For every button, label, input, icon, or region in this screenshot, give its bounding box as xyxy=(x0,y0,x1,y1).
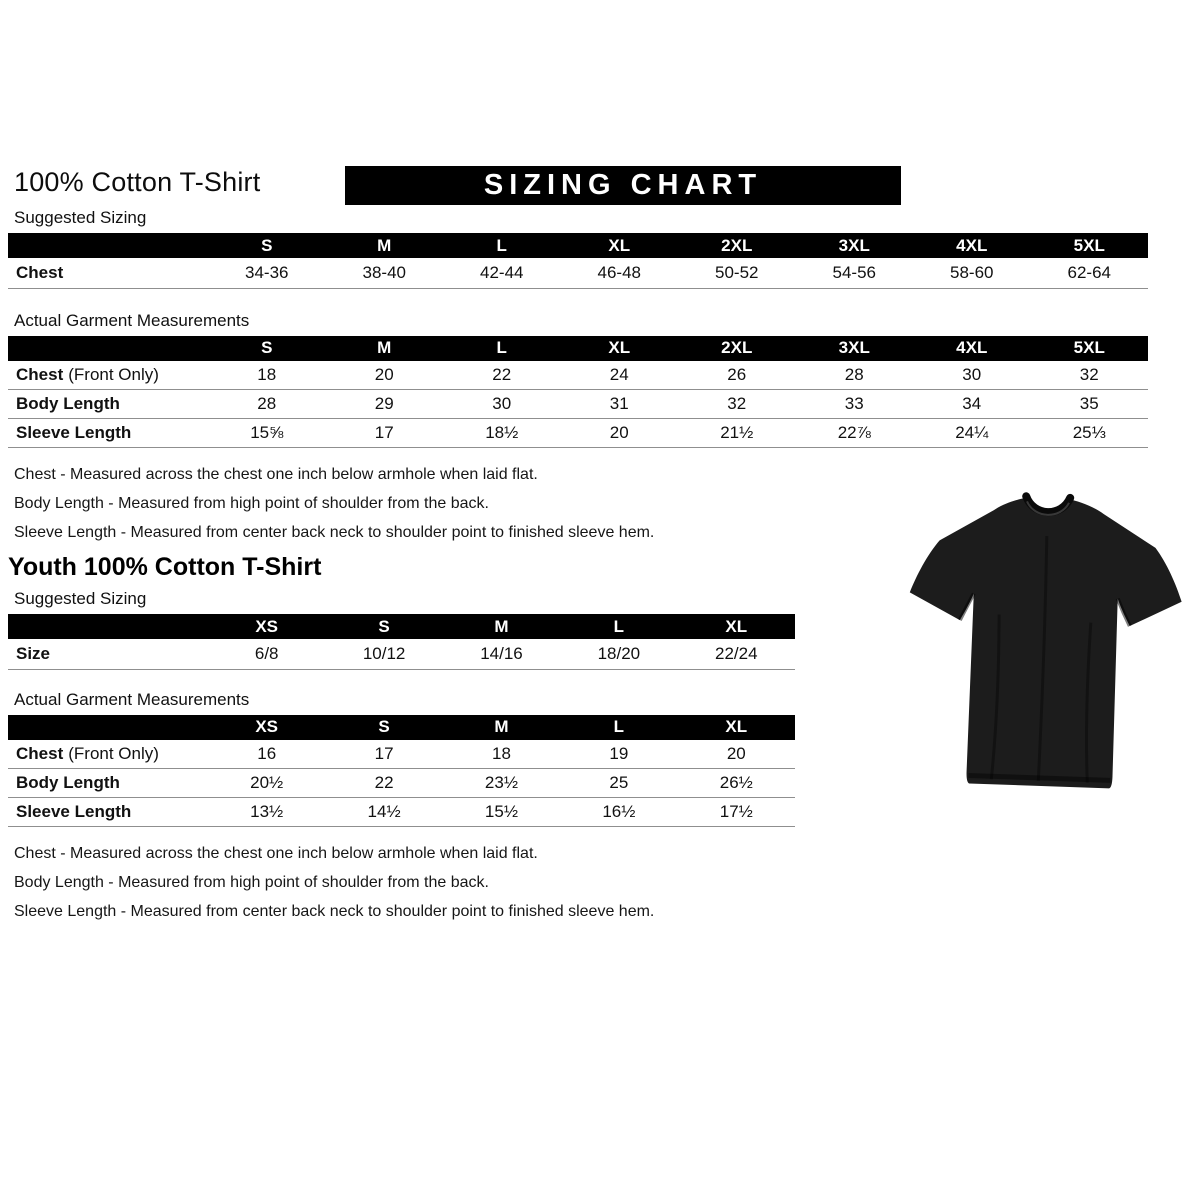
size-cell: 28 xyxy=(208,390,326,419)
black-tshirt-icon xyxy=(893,476,1193,814)
size-col-header: S xyxy=(208,233,326,258)
size-col-header: S xyxy=(325,614,442,639)
note-line: Body Length - Measured from high point of shoulder from the back. xyxy=(14,495,489,512)
adult-suggested-label: Suggested Sizing xyxy=(14,208,147,227)
table-header-row xyxy=(8,336,1148,361)
size-cell: 18½ xyxy=(443,419,561,448)
size-cell: 50-52 xyxy=(678,258,796,288)
size-cell: 10/12 xyxy=(325,639,442,669)
youth-actual-table xyxy=(8,715,795,828)
size-cell: 30 xyxy=(913,361,1031,390)
size-cell: 38-40 xyxy=(326,258,444,288)
size-cell: 16 xyxy=(208,740,325,769)
size-cell: 18 xyxy=(443,740,560,769)
size-cell: 26½ xyxy=(678,769,795,798)
size-cell: 20 xyxy=(678,740,795,769)
size-col-header: XL xyxy=(561,336,679,361)
table-row xyxy=(8,639,795,669)
youth-title: Youth 100% Cotton T-Shirt xyxy=(8,553,322,581)
size-col-header: XL xyxy=(678,614,795,639)
size-col-header: L xyxy=(560,614,677,639)
size-col-header: 4XL xyxy=(913,233,1031,258)
table-row xyxy=(8,258,1148,288)
row-label: Chest xyxy=(8,258,208,288)
header-spacer xyxy=(8,336,208,361)
size-cell: 30 xyxy=(443,390,561,419)
size-col-header: S xyxy=(208,336,326,361)
sizing-chart-banner: SIZING CHART xyxy=(345,166,901,205)
size-col-header: XL xyxy=(561,233,679,258)
note-line: Chest - Measured across the chest one inch below armhole when laid flat. xyxy=(14,845,538,862)
size-col-header: S xyxy=(325,715,442,740)
row-label: Sleeve Length xyxy=(8,419,208,448)
table-header-row xyxy=(8,715,795,740)
table-header-row xyxy=(8,233,1148,258)
adult-actual-label: Actual Garment Measurements xyxy=(14,310,250,330)
row-label: Body Length xyxy=(8,390,208,419)
size-cell: 17 xyxy=(325,740,442,769)
note-line: Body Length - Measured from high point of shoulder from the back. xyxy=(14,874,489,891)
size-cell: 42-44 xyxy=(443,258,561,288)
size-cell: 32 xyxy=(678,390,796,419)
size-col-header: XL xyxy=(678,715,795,740)
row-label: Chest (Front Only) xyxy=(8,361,208,390)
size-cell: 62-64 xyxy=(1031,258,1149,288)
row-label: Body Length xyxy=(8,769,208,798)
size-cell: 22 xyxy=(325,769,442,798)
size-cell: 20½ xyxy=(208,769,325,798)
size-cell: 25 xyxy=(560,769,677,798)
size-col-header: M xyxy=(443,715,560,740)
note-line: Chest - Measured across the chest one inch below armhole when laid flat. xyxy=(14,466,538,483)
tshirt-product-image xyxy=(893,476,1193,814)
note-line: Sleeve Length - Measured from center back neck to shoulder point to finished sleeve hem. xyxy=(14,903,655,920)
size-cell: 18 xyxy=(208,361,326,390)
size-col-header: XS xyxy=(208,614,325,639)
size-cell: 13½ xyxy=(208,798,325,827)
size-cell: 25⅓ xyxy=(1031,419,1149,448)
table-row xyxy=(8,419,1148,448)
size-col-header: 2XL xyxy=(678,336,796,361)
youth-suggested-label: Suggested Sizing xyxy=(14,589,147,608)
size-col-header: 5XL xyxy=(1031,336,1149,361)
size-cell: 14/16 xyxy=(443,639,560,669)
size-cell: 54-56 xyxy=(796,258,914,288)
size-cell: 35 xyxy=(1031,390,1149,419)
size-cell: 26 xyxy=(678,361,796,390)
adult-suggested-table xyxy=(8,233,1148,289)
size-col-header: M xyxy=(326,233,444,258)
header-spacer xyxy=(8,715,208,740)
size-cell: 58-60 xyxy=(913,258,1031,288)
size-cell: 23½ xyxy=(443,769,560,798)
table-row xyxy=(8,390,1148,419)
youth-measurement-notes xyxy=(14,839,1200,926)
size-cell: 20 xyxy=(326,361,444,390)
size-col-header: M xyxy=(443,614,560,639)
size-cell: 15⅝ xyxy=(208,419,326,448)
size-cell: 24 xyxy=(561,361,679,390)
header-spacer xyxy=(8,614,208,639)
size-col-header: 2XL xyxy=(678,233,796,258)
size-cell: 34-36 xyxy=(208,258,326,288)
adult-actual-table xyxy=(8,336,1148,449)
size-cell: 22 xyxy=(443,361,561,390)
header-spacer xyxy=(8,233,208,258)
table-header-row xyxy=(8,614,795,639)
size-cell: 20 xyxy=(561,419,679,448)
size-cell: 34 xyxy=(913,390,1031,419)
note-line: Sleeve Length - Measured from center back neck to shoulder point to finished sleeve hem. xyxy=(14,524,655,541)
size-cell: 22/24 xyxy=(678,639,795,669)
youth-suggested-table xyxy=(8,614,795,670)
size-col-header: XS xyxy=(208,715,325,740)
row-label: Sleeve Length xyxy=(8,798,208,827)
size-col-header: 5XL xyxy=(1031,233,1149,258)
size-cell: 6/8 xyxy=(208,639,325,669)
size-col-header: L xyxy=(560,715,677,740)
size-col-header: 3XL xyxy=(796,336,914,361)
page-title: 100% Cotton T-Shirt xyxy=(14,167,261,197)
size-cell: 46-48 xyxy=(561,258,679,288)
table-row xyxy=(8,798,795,827)
size-cell: 16½ xyxy=(560,798,677,827)
size-cell: 31 xyxy=(561,390,679,419)
size-cell: 17½ xyxy=(678,798,795,827)
table-row xyxy=(8,769,795,798)
size-cell: 14½ xyxy=(325,798,442,827)
row-label: Chest (Front Only) xyxy=(8,740,208,769)
youth-actual-label: Actual Garment Measurements xyxy=(14,689,250,709)
size-cell: 18/20 xyxy=(560,639,677,669)
size-col-header: M xyxy=(326,336,444,361)
size-cell: 19 xyxy=(560,740,677,769)
size-cell: 24¼ xyxy=(913,419,1031,448)
table-row xyxy=(8,361,1148,390)
size-cell: 17 xyxy=(326,419,444,448)
size-col-header: L xyxy=(443,336,561,361)
size-cell: 28 xyxy=(796,361,914,390)
size-col-header: 3XL xyxy=(796,233,914,258)
size-col-header: 4XL xyxy=(913,336,1031,361)
size-col-header: L xyxy=(443,233,561,258)
size-cell: 33 xyxy=(796,390,914,419)
size-cell: 22⅞ xyxy=(796,419,914,448)
table-row xyxy=(8,740,795,769)
size-cell: 29 xyxy=(326,390,444,419)
row-label: Size xyxy=(8,639,208,669)
size-cell: 21½ xyxy=(678,419,796,448)
size-cell: 15½ xyxy=(443,798,560,827)
size-cell: 32 xyxy=(1031,361,1149,390)
